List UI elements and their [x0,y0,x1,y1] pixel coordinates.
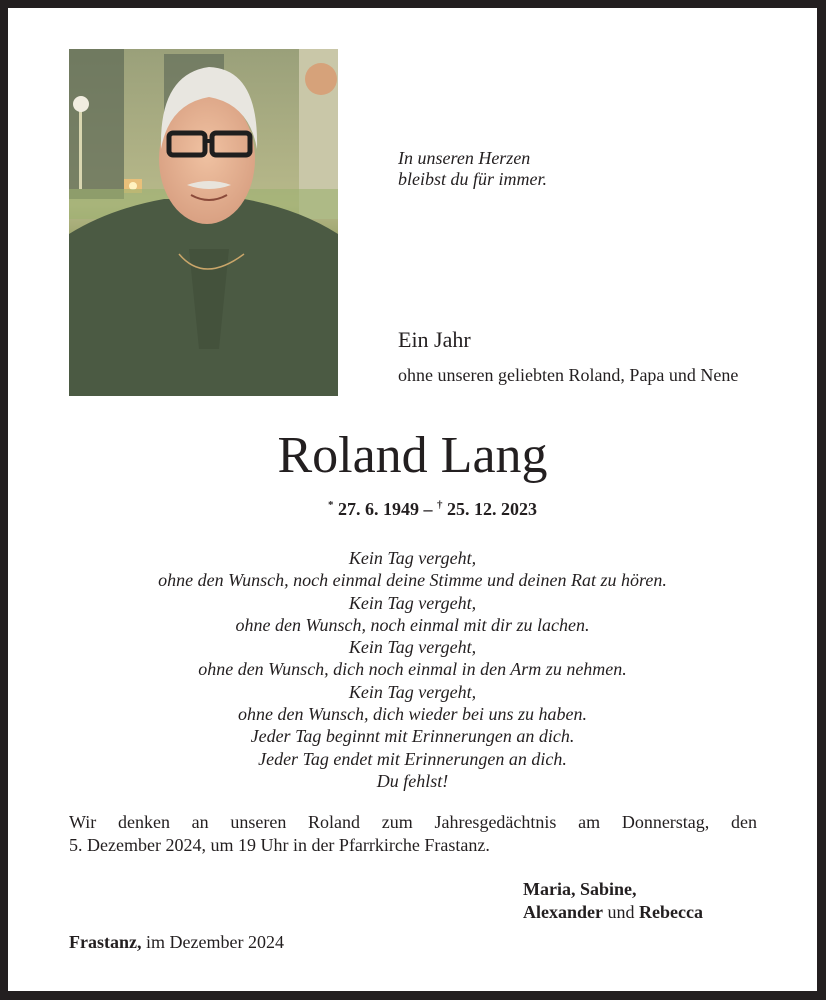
poem [8,547,817,792]
date: im Dezember 2024 [141,932,284,952]
death-cross-icon: † [437,499,443,511]
date-separator: – [419,499,437,519]
poem-line: ohne den Wunsch, dich noch einmal in den Arm zu nehmen. [198,659,627,680]
place: Frastanz, [69,932,142,952]
motto-line-2: bleibst du für immer. [398,169,548,189]
place-date [69,932,284,953]
portrait-illustration [69,49,338,396]
signers-conjunction: und [603,902,639,922]
deceased-name: Roland Lang [277,427,548,484]
motto-line-1: In unseren Herzen [398,148,531,168]
birth-date: 27. 6. 1949 [338,499,419,519]
memorial-notice [69,811,757,857]
notice-line-1: Wir denken an unseren Roland zum Jahresgedächtnis am Donnerstag, den [69,812,757,832]
obituary-sheet [8,8,817,991]
poem-line: Jeder Tag beginnt mit Erinnerungen an dich. [250,726,575,747]
poem-line: ohne den Wunsch, noch einmal mit dir zu lachen. [235,614,590,635]
intro-text: ohne unseren geliebten Roland, Papa und Nene [398,365,739,385]
poem-line: Du fehlst! [376,770,449,791]
signer-alexander: Alexander [523,902,603,922]
poem-line: Kein Tag vergeht, [348,637,477,658]
poem-line: Kein Tag vergeht, [348,592,477,613]
death-date: 25. 12. 2023 [447,499,537,519]
notice-line-2: 5. Dezember 2024, um 19 Uhr in der Pfarrkirche Frastanz. [69,835,490,855]
signer-rebecca: Rebecca [639,902,703,922]
birth-star-icon: * [328,499,334,511]
poem-line: Kein Tag vergeht, [348,548,477,568]
poem-line: Jeder Tag endet mit Erinnerungen an dich. [258,748,567,769]
signers [523,878,703,924]
poem-line: ohne den Wunsch, dich wieder bei uns zu haben. [238,704,587,725]
poem-line: ohne den Wunsch, noch einmal deine Stimme und deinen Rat zu hören. [158,570,667,591]
motto [398,148,547,190]
signers-line-1: Maria, Sabine, [523,879,637,899]
life-dates [328,499,537,520]
intro-heading: Ein Jahr [398,327,471,352]
portrait-photo [69,49,338,396]
poem-line: Kein Tag vergeht, [348,681,477,702]
